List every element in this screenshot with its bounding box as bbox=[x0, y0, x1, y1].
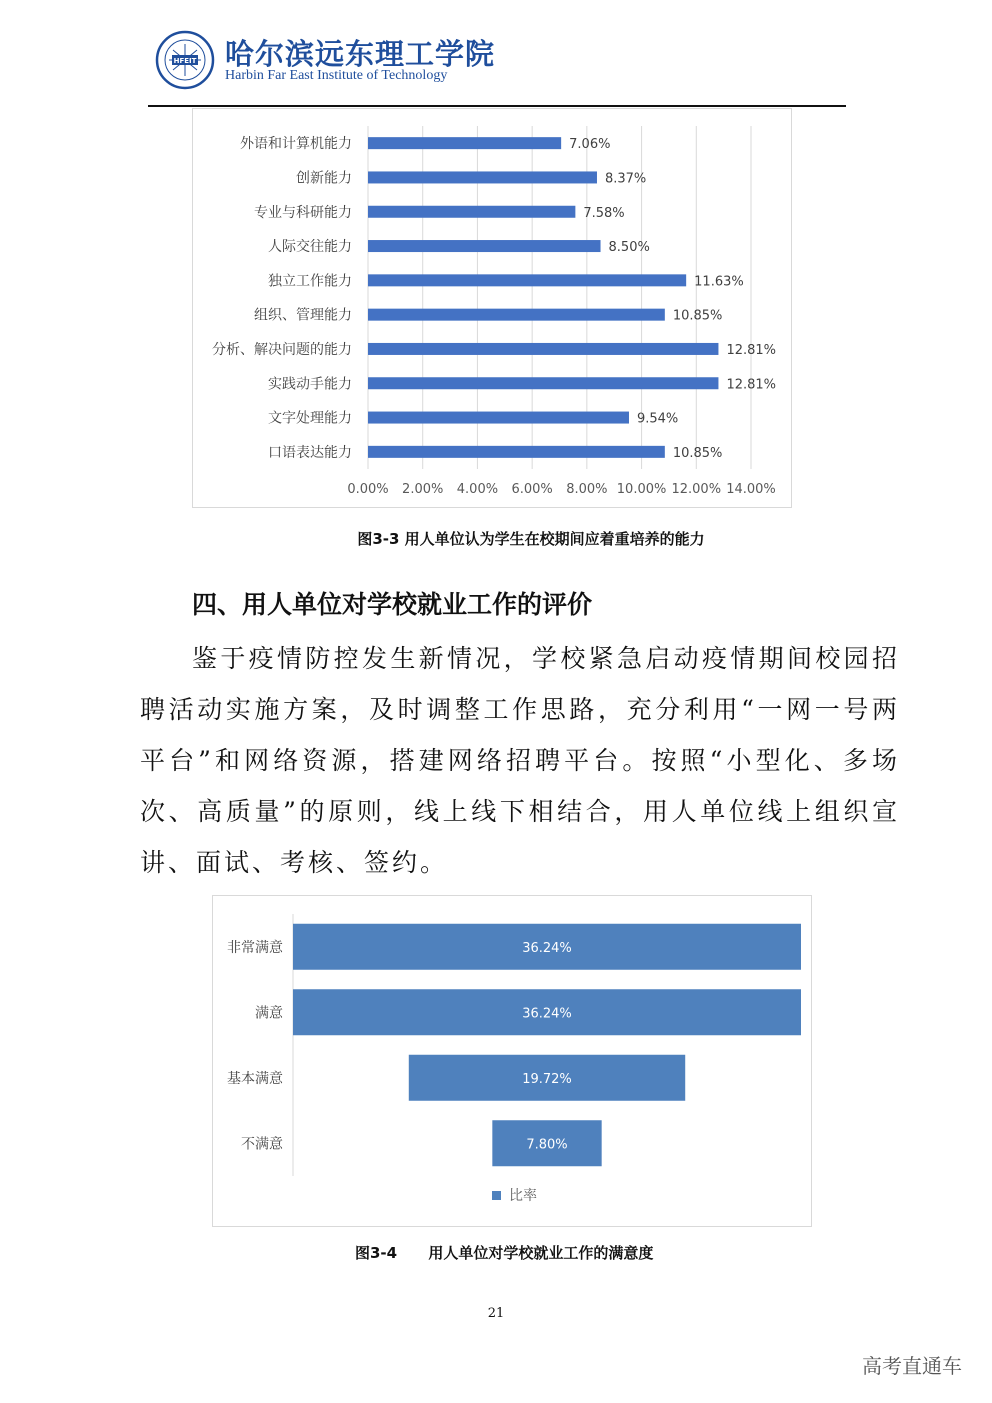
legend-label: 比率 bbox=[509, 1188, 537, 1204]
section-paragraph: 鉴于疫情防控发生新情况，学校紧急启动疫情期间校园招聘活动实施方案，及时调整工作思路，充分利用“一网一号两平台”和网络资源，搭建网络招聘平台。按照“小型化、多场次、高质量”的原则，线上线下相结合，用人单位线上组织宣讲、面试、考核、签约。 bbox=[140, 644, 900, 877]
data-label: 12.81% bbox=[726, 342, 777, 358]
category-label: 分析、解决问题的能力 bbox=[212, 341, 352, 358]
category-label: 创新能力 bbox=[296, 170, 352, 187]
category-label: 组织、管理能力 bbox=[254, 307, 352, 324]
category-label: 基本满意 bbox=[227, 1070, 283, 1087]
data-label: 8.37% bbox=[604, 171, 647, 187]
page-header bbox=[155, 30, 855, 90]
ability-chart bbox=[192, 108, 792, 508]
category-label: 满意 bbox=[255, 1005, 283, 1022]
category-label: 人际交往能力 bbox=[268, 239, 352, 256]
school-name-en: Harbin Far East Institute of Technology bbox=[225, 68, 448, 83]
category-label: 口语表达能力 bbox=[268, 444, 352, 461]
data-label: 9.54% bbox=[636, 411, 679, 427]
category-label: 文字处理能力 bbox=[268, 410, 352, 427]
category-label: 实践动手能力 bbox=[268, 376, 352, 393]
school-name-cn: 哈尔滨远东理工学院 bbox=[225, 37, 496, 71]
category-label: 非常满意 bbox=[227, 939, 283, 956]
section-heading: 四、用人单位对学校就业工作的评价 bbox=[192, 590, 593, 619]
data-label: 7.80% bbox=[526, 1137, 568, 1153]
x-tick-label: 6.00% bbox=[511, 482, 553, 497]
category-label: 不满意 bbox=[241, 1136, 283, 1153]
bar bbox=[368, 206, 575, 218]
x-tick-label: 12.00% bbox=[671, 482, 722, 497]
data-label: 8.50% bbox=[608, 240, 650, 256]
bar bbox=[368, 240, 601, 252]
watermark: 高考直通车 bbox=[862, 1354, 962, 1378]
category-label: 外语和计算机能力 bbox=[240, 136, 352, 153]
figure-3-3-caption: 图3-3 用人单位认为学生在校期间应着重培养的能力 bbox=[357, 530, 705, 548]
data-label: 7.58% bbox=[583, 205, 625, 221]
category-label: 专业与科研能力 bbox=[254, 204, 352, 221]
bar bbox=[368, 309, 665, 321]
bar bbox=[368, 137, 561, 149]
data-label: 19.72% bbox=[522, 1071, 572, 1087]
x-tick-label: 2.00% bbox=[402, 482, 444, 497]
ability-chart-svg bbox=[193, 109, 791, 507]
x-tick-label: 8.00% bbox=[566, 482, 608, 497]
x-tick-label: 4.00% bbox=[456, 482, 499, 497]
data-label: 7.06% bbox=[569, 137, 611, 153]
data-label: 36.24% bbox=[522, 1006, 572, 1022]
category-label: 独立工作能力 bbox=[268, 273, 352, 290]
bar bbox=[368, 274, 686, 286]
svg-text:HFEIT: HFEIT bbox=[173, 57, 197, 65]
x-tick-label: 10.00% bbox=[616, 482, 667, 497]
page-number: 21 bbox=[487, 1306, 505, 1321]
satisfaction-chart bbox=[212, 895, 812, 1227]
legend-swatch bbox=[492, 1191, 501, 1200]
bar bbox=[368, 412, 629, 424]
data-label: 10.85% bbox=[672, 445, 723, 461]
header-divider bbox=[148, 105, 846, 107]
school-seal-icon bbox=[155, 30, 215, 90]
bar bbox=[368, 446, 665, 458]
x-tick-label: 0.00% bbox=[347, 482, 389, 497]
figure-3-4-caption: 图3-4 用人单位对学校就业工作的满意度 bbox=[355, 1244, 654, 1262]
satisfaction-chart-svg bbox=[213, 896, 811, 1226]
bar bbox=[368, 377, 718, 389]
data-label: 12.81% bbox=[726, 377, 777, 393]
bar bbox=[368, 171, 597, 183]
x-tick-label: 14.00% bbox=[726, 482, 776, 497]
bar bbox=[368, 343, 718, 355]
data-label: 36.24% bbox=[522, 940, 572, 956]
data-label: 11.63% bbox=[694, 274, 744, 290]
data-label: 10.85% bbox=[672, 308, 723, 324]
